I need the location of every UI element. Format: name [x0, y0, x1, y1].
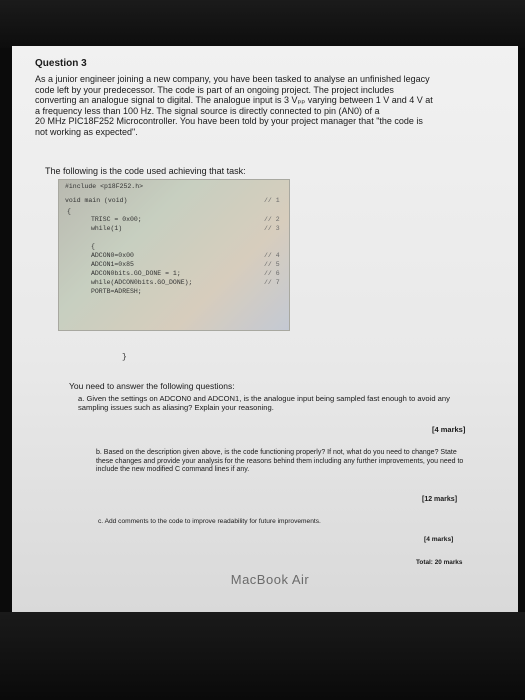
code-comment: // 7 — [264, 279, 280, 286]
code-comment: // 3 — [264, 225, 280, 232]
intro-line: a frequency less than 100 Hz. The signal source is directly connected to pin (AN0) of a — [35, 105, 380, 116]
code-comment: // 6 — [264, 270, 280, 277]
code-line: ADCON1=0x85 — [91, 261, 134, 268]
code-line: #include <p18F252.h> — [65, 183, 144, 190]
code-line: ADCON0bits.GO_DONE = 1; — [91, 270, 181, 277]
code-comment: // 5 — [264, 261, 280, 268]
code-line: TRISC = 0x00; — [91, 216, 142, 223]
question-part-c: c. Add comments to the code to improve readability for future improvements. — [98, 518, 321, 525]
marks-part-b: [12 marks] — [422, 496, 458, 503]
questions-intro: You need to answer the following questions: — [69, 381, 235, 391]
code-line: { — [91, 243, 95, 250]
code-intro-label: The following is the code used achieving that task: — [45, 166, 246, 176]
question-part-b: b. Based on the description given above, is the code functioning properly? If not, what do you need to change? State these changes and provide your analysis for the reasons behind them including any further improvements, you need to include the new modified C command lines if any. — [96, 449, 464, 474]
marks-part-a: [4 marks] — [432, 425, 466, 434]
code-line: ADCON0=0x00 — [91, 252, 134, 259]
code-block — [58, 179, 290, 331]
code-line: while(1) — [91, 225, 123, 232]
intro-line: code left by your predecessor. The code is part of an ongoing project. The project includes — [35, 84, 394, 95]
total-marks: Total: 20 marks — [416, 559, 463, 566]
document-screen — [12, 46, 518, 612]
laptop-bezel-bottom — [0, 612, 525, 700]
code-comment: // 1 — [264, 197, 280, 204]
marks-part-c: [4 marks] — [424, 536, 454, 543]
code-closing-brace: } — [122, 353, 127, 362]
code-comment: // 2 — [264, 216, 280, 223]
question-intro — [35, 74, 485, 138]
code-line: { — [67, 208, 71, 215]
question-part-a: a. Given the settings on ADCON0 and ADCON1, is the analogue input being sampled fast enough to avoid any sampling issues such as aliasing? Explain your reasoning. — [78, 394, 450, 413]
question-title: Question 3 — [35, 58, 87, 69]
code-line: PORTB=ADRESH; — [91, 288, 142, 295]
intro-line: not working as expected". — [35, 126, 138, 137]
intro-line: As a junior engineer joining a new company, you have been tasked to analyse an unfinished legacy — [35, 74, 430, 84]
intro-line: converting an analogue signal to digital. The analogue input is 3 Vₚₚ varying between 1 V and 4 V at — [35, 95, 433, 106]
intro-line: 20 MHz PIC18F252 Microcontroller. You have been told by your project manager that "the code is — [35, 116, 423, 127]
code-comment: // 4 — [264, 252, 280, 259]
laptop-bezel-top — [0, 0, 525, 48]
code-line: void main (void) — [65, 197, 128, 204]
laptop-brand-label: MacBook Air — [230, 572, 310, 587]
code-line: while(ADCON0bits.GO_DONE); — [91, 279, 193, 286]
